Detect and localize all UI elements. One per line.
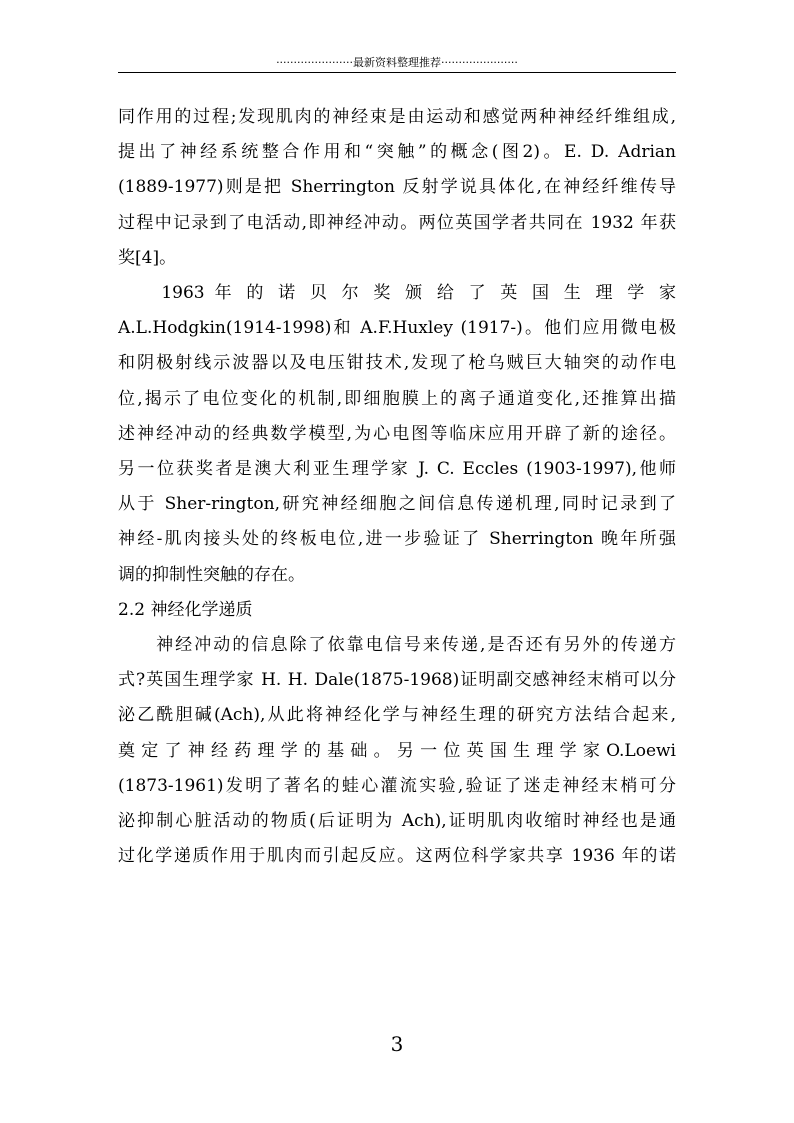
text-line: 位,揭示了电位变化的机制,即细胞膜上的离子通道变化,还推算出描	[118, 388, 676, 409]
text-line: 式?英国生理学家 H. H. Dale(1875-1968)证明副交感神经末梢可以分	[118, 670, 676, 691]
text-line: 神经冲动的信息除了依靠电信号来传递,是否还有另外的传递方	[118, 635, 676, 655]
text-line: (1873-1961)发明了著名的蛙心灌流实验,验证了迷走神经末梢可分	[118, 775, 676, 796]
text-line: 从于 Sher-rington,研究神经细胞之间信息传递机理,同时记录到了	[118, 494, 676, 515]
text-line: 1963 年 的 诺 贝 尔 奖 颁 给 了 英 国 生 理 学 家	[118, 283, 676, 303]
section-heading: 2.2 神经化学递质	[118, 599, 253, 620]
page-number: 3	[390, 1032, 404, 1056]
text-line: 过化学递质作用于肌肉而引起反应。这两位科学家共享 1936 年的诺	[118, 846, 676, 867]
text-line: (1889-1977)则是把 Sherrington 反射学说具体化,在神经纤维传导	[118, 177, 676, 198]
text-line: 同作用的过程;发现肌肉的神经束是由运动和感觉两种神经纤维组成,	[118, 107, 676, 127]
text-line: 神经-肌肉接头处的终板电位,进一步验证了 Sherrington 晚年所强	[118, 529, 676, 550]
page-header: ······················最新资料整理推荐······················	[118, 56, 676, 73]
text-line: 泌抑制心脏活动的物质(后证明为 Ach),证明肌肉收缩时神经也是通	[118, 811, 676, 831]
text-line: 述神经冲动的经典数学模型,为心电图等临床应用开辟了新的途径。	[118, 423, 676, 444]
text-line: 调的抑制性突触的存在。	[118, 564, 305, 585]
text-line: 另一位获奖者是澳大利亚生理学家 J. C. Eccles (1903-1997),他师	[118, 459, 676, 479]
text-line: 奖[4]。	[118, 247, 177, 268]
text-line: 泌乙酰胆碱(Ach),从此将神经化学与神经生理的研究方法结合起来,	[118, 705, 676, 726]
text-line: 奠 定 了 神 经 药 理 学 的 基 础 。 另 一 位 英 国 生 理 学 家 O.Loewi	[118, 740, 676, 761]
text-line: A.L.Hodgkin(1914-1998)和 A.F.Huxley (1917-)。他们应用微电极	[118, 318, 676, 339]
text-line: 和阴极射线示波器以及电压钳技术,发现了枪乌贼巨大轴突的动作电	[118, 353, 676, 374]
text-line: 过程中记录到了电活动,即神经冲动。两位英国学者共同在 1932 年获	[118, 212, 676, 233]
text-line: 提出了神经系统整合作用和“突触”的概念(图2)。E. D. Adrian	[118, 142, 676, 163]
